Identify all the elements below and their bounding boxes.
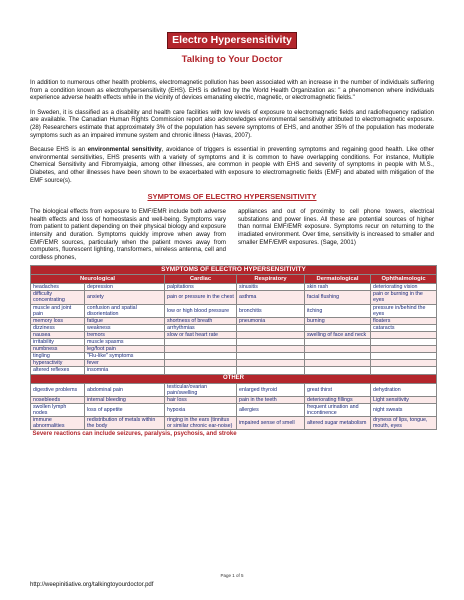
table-cell: numbness (31, 346, 85, 353)
table-cell: swollen lymph nodes (31, 403, 85, 416)
table-cell: headaches (31, 284, 85, 291)
table-cell (371, 331, 437, 338)
table-cell: tremors (85, 331, 165, 338)
table-cell: pressure in/behind the eyes (371, 304, 437, 317)
table-cell: frequent urination and incontinence (305, 403, 371, 416)
severe-reactions-note: Severe reactions can include seizures, paralysis, psychosis, and stroke (32, 431, 237, 438)
table-cell: dizziness (31, 324, 85, 331)
table-banner: SYMPTOMS OF ELECTRO HYPERSENSITIVITY (31, 266, 437, 275)
table-row (31, 367, 437, 374)
table-cell: internal bleeding (85, 396, 165, 403)
table-cell (305, 353, 371, 360)
page-number: Page 1 of 5 (220, 573, 244, 578)
table-row (31, 324, 437, 331)
other-rows (31, 383, 437, 430)
table-cell: Light sensitivity (371, 396, 437, 403)
table-cell (237, 339, 305, 346)
table-cell: shortness of breath (165, 317, 237, 324)
table-cell: hypoxia (165, 403, 237, 416)
table-cell: bronchitis (237, 304, 305, 317)
table-cell: swelling of face and neck (305, 331, 371, 338)
footer-url: http://weepinitiative.org/talkingtoyourdoctor.pdf (30, 582, 154, 588)
table-cell: testicular/ovarian pain/swelling (165, 383, 237, 396)
table-cell: ringing in the ears (tinnitus or similar chronic ear-noise) (165, 416, 237, 429)
table-cell: tingling (31, 353, 85, 360)
header-ophthalmologic: Ophthalmologic (371, 275, 437, 284)
table-row (31, 383, 437, 396)
table-cell: "Flu-like" symptoms (85, 353, 165, 360)
table-cell (305, 339, 371, 346)
table-cell: deteriorating vision (371, 284, 437, 291)
table-row (31, 331, 437, 338)
table-cell (237, 360, 305, 367)
table-cell (165, 367, 237, 374)
neurological-rows (31, 284, 437, 374)
table-cell: nosebleeds (31, 396, 85, 403)
table-cell (371, 353, 437, 360)
symptoms-table (30, 265, 437, 437)
table-cell: fever (85, 360, 165, 367)
table-cell (165, 360, 237, 367)
table-cell (237, 353, 305, 360)
header-dermatological: Dermatological (305, 275, 371, 284)
table-cell (305, 346, 371, 353)
sweden-paragraph: In Sweden, it is classified as a disability and health care facilities with low levels of exposure to electromagnetic fields and radiofrequency radiation are available. The Canadian Human Rights Commission report also acknowledges environmental sensitivity attributed to electromagnetic exposure. (28) Researchers estimate that approximately 3% of the population has severe symptoms of EHS, and another 35% of the population has moderate symptoms such as an impaired immune system and chronic illness (Havas, 2007). (30, 108, 434, 139)
table-cell: burning (305, 317, 371, 324)
table-cell: allergies (237, 403, 305, 416)
table-cell (237, 367, 305, 374)
table-cell: irritability (31, 339, 85, 346)
other-section-header: OTHER (31, 374, 437, 383)
table-cell: pain or burning in the eyes (371, 291, 437, 304)
table-cell: floaters (371, 317, 437, 324)
para3-lead: Because EHS is an (30, 146, 88, 154)
table-cell (237, 324, 305, 331)
table-cell: immune abnormalities (31, 416, 85, 429)
intro-paragraph: In addition to numerous other health problems, electromagnetic pollution has been associated with an increase in the number of individuals suffering from a condition known as electrohypersensitivity (EHS). EHS is defined by the World Health Organization as: " a phenomenon where individuals experience adverse health effects while in the vicinity of devices emanating electric, magnetic, or electromagnetic fields." (30, 79, 434, 102)
table-cell: impaired sense of smell (237, 416, 305, 429)
table-cell: weakness (85, 324, 165, 331)
table-cell (305, 367, 371, 374)
table-cell (371, 339, 437, 346)
table-row (31, 339, 437, 346)
table-row (31, 317, 437, 324)
table-cell (237, 331, 305, 338)
table-cell: enlarged thyroid (237, 383, 305, 396)
table-cell (305, 324, 371, 331)
table-cell: loss of appetite (85, 403, 165, 416)
table-row (31, 284, 437, 291)
table-row (31, 416, 437, 429)
table-cell: fatigue (85, 317, 165, 324)
table-row (31, 403, 437, 416)
table-row (31, 396, 437, 403)
table-row (31, 304, 437, 317)
two-column-text (30, 208, 434, 261)
table-cell: memory loss (31, 317, 85, 324)
table-cell: altered sugar metabolism (305, 416, 371, 429)
table-cell: muscle and joint pain (31, 304, 85, 317)
table-cell: digestive problems (31, 383, 85, 396)
table-cell: hair loss (165, 396, 237, 403)
table-row (31, 291, 437, 304)
table-cell (165, 353, 237, 360)
table-cell: dryness of lips, tongue, mouth, eyes (371, 416, 437, 429)
document-subtitle: Talking to Your Doctor (181, 54, 283, 65)
table-cell: cataracts (371, 324, 437, 331)
table-cell: palpitations (165, 284, 237, 291)
table-cell: difficulty concentrating (31, 291, 85, 304)
table-cell: anxiety (85, 291, 165, 304)
table-cell: facial flushing (305, 291, 371, 304)
table-cell: low or high blood pressure (165, 304, 237, 317)
document-page (30, 28, 434, 437)
table-cell (371, 360, 437, 367)
table-cell (165, 346, 237, 353)
table-cell: depression (85, 284, 165, 291)
table-cell: dehydration (371, 383, 437, 396)
table-cell: pneumonia (237, 317, 305, 324)
table-cell (165, 339, 237, 346)
table-cell: night sweats (371, 403, 437, 416)
table-cell: great thirst (305, 383, 371, 396)
table-cell: deteriorating fillings (305, 396, 371, 403)
table-cell: pain or pressure in the chest (165, 291, 237, 304)
right-column-text: appliances and out of proximity to cell phone towers, electrical substations and power lines. All these are potential sources of higher than normal EMF/EMR exposure. Symptoms recur on returning to the irradiated environment. Over time, sensitivity is increased to smaller and smaller EMF/EMR exposures. (Sage, 2001) (238, 208, 434, 246)
header-cardiac: Cardiac (165, 275, 237, 284)
table-cell (305, 360, 371, 367)
table-row (31, 346, 437, 353)
table-cell: hyperactivity (31, 360, 85, 367)
table-cell: leg/foot pain (85, 346, 165, 353)
table-cell: muscle spasms (85, 339, 165, 346)
table-cell (371, 346, 437, 353)
table-cell: abdominal pain (85, 383, 165, 396)
table-cell: redistribution of metals within the body (85, 416, 165, 429)
table-row (31, 360, 437, 367)
table-cell: itching (305, 304, 371, 317)
table-cell: slow or fast heart rate (165, 331, 237, 338)
header-respiratory: Respiratory (237, 275, 305, 284)
table-cell: confusion and spatial disorientation (85, 304, 165, 317)
para3-bold: environmental sensitivity (87, 146, 162, 154)
environmental-sensitivity-paragraph (30, 146, 434, 184)
table-cell: skin rash (305, 284, 371, 291)
table-row (31, 353, 437, 360)
left-column-text: The biological effects from exposure to EMF/EMR include both adverse health effects and loss of homeostasis and well-being. Symptoms vary from patient to patient depending on their physical biology and exposure intensity and duration. Symptoms quickly improve when away from EMF/EMR sources, particularly when the patient moves away from computers, fluorescent lighting, transformers, wireless antenna, cell and cordless phones, (30, 208, 226, 261)
table-cell: nausea (31, 331, 85, 338)
table-cell: insomnia (85, 367, 165, 374)
table-cell: altered reflexes (31, 367, 85, 374)
table-cell: sinusitis (237, 284, 305, 291)
section-title: SYMPTOMS OF ELECTRO HYPERSENSITIVITY (147, 192, 317, 202)
para3-rest: , avoidance of triggers is essential in preventing symptoms and regaining good health. Like other environmental sensitivities, EHS presents with a variety of symptoms and it is common to have overlapping conditions. For instance, Multiple Chemical Sensitivity and Fibromyalgia, among other illnesses, are common in people with EHS and severity of symptoms in people with M.S., Diabetes, and other illnesses have been shown to be exacerbated with exposure to electromagnetic fields (EMF) and abated with mitigation of the EMF source(s). (30, 146, 435, 184)
document-title: Electro Hypersensitivity (167, 32, 297, 49)
table-cell: asthma (237, 291, 305, 304)
table-cell: arrhythmias (165, 324, 237, 331)
header-neurological: Neurological (31, 275, 165, 284)
table-cell (237, 346, 305, 353)
table-cell: pain in the teeth (237, 396, 305, 403)
table-cell (371, 367, 437, 374)
